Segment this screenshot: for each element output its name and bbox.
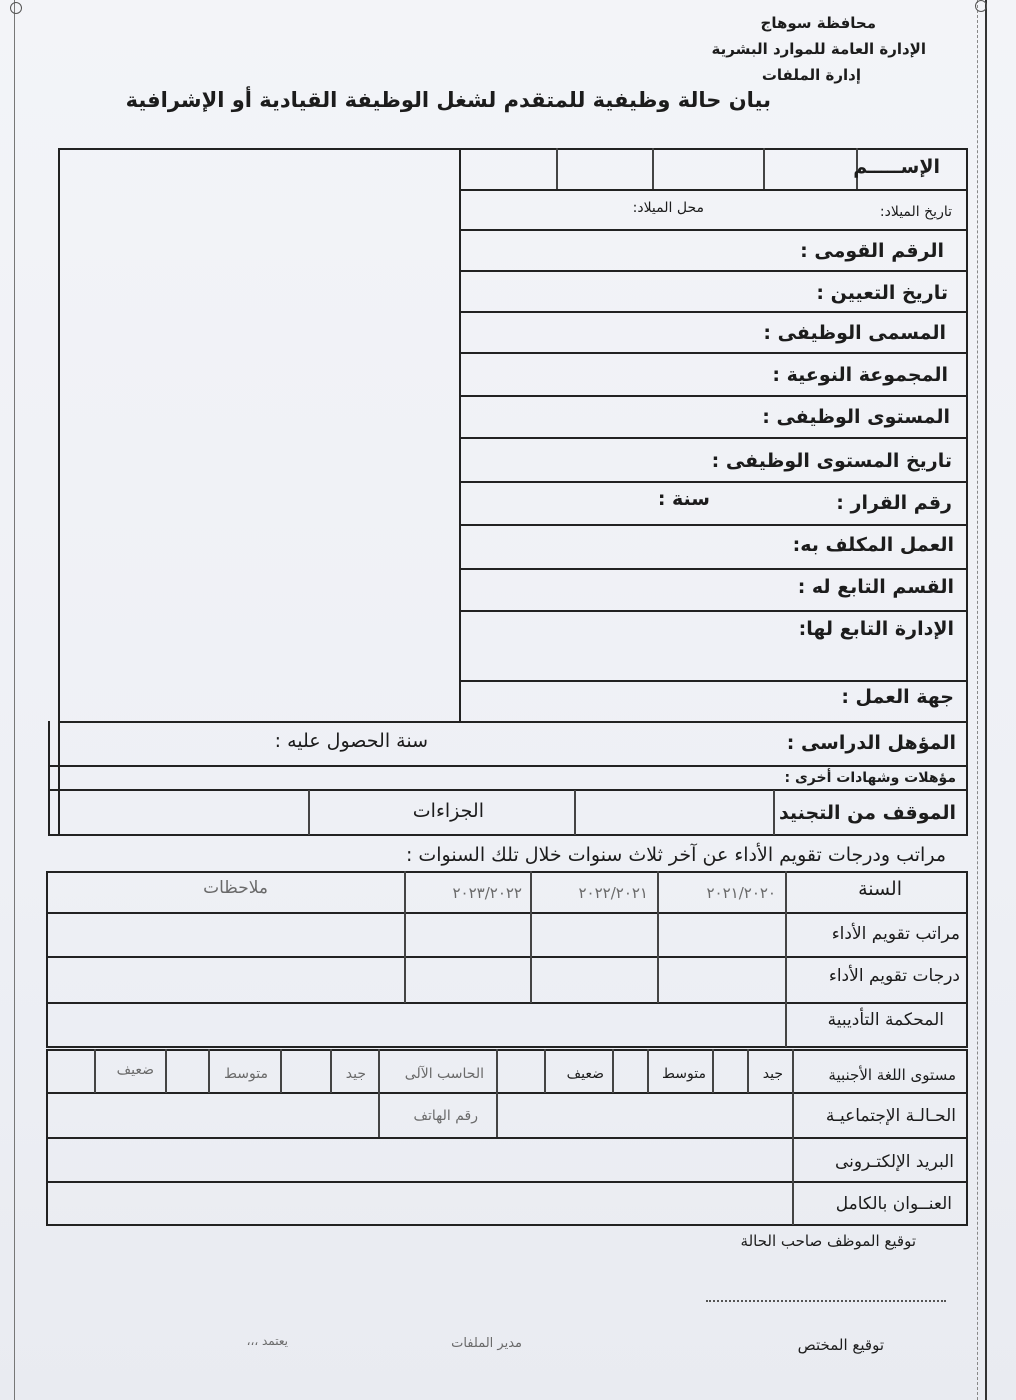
notes-col-header: ملاحظات <box>203 878 268 898</box>
email-label: البريد الإلكتـرونى <box>834 1152 954 1172</box>
employee-signature-label: توقيع الموظف صاحب الحالة <box>740 1232 916 1250</box>
decision-no-label: رقم القرار : <box>836 492 952 514</box>
year-col-header: السنة <box>858 878 902 900</box>
name-label: الإســـــم <box>853 156 940 178</box>
birth-date-label: تاريخ الميلاد: <box>879 204 952 220</box>
address-label: العنــوان بالكامل <box>835 1194 952 1214</box>
paper-edge <box>985 0 987 1400</box>
job-level-date-label: تاريخ المستوى الوظيفى : <box>711 450 952 472</box>
qualification-year-label: سنة الحصول عليه : <box>274 730 428 752</box>
rank-row-label: مراتب تقويم الأداء <box>831 924 960 944</box>
governorate-label: محافظة سوهاج <box>760 14 876 32</box>
year-col-3: ٢٠٢٣/٢٠٢٢ <box>452 884 522 902</box>
binder-hole <box>975 0 987 12</box>
signature-line <box>706 1300 946 1302</box>
files-manager-label: مدير الملفات <box>451 1336 522 1351</box>
lang-level-average: متوسط <box>662 1066 706 1082</box>
job-level-label: المستوى الوظيفى : <box>762 406 950 428</box>
computer-level-weak: ضعيف <box>116 1062 154 1078</box>
administration-label: الإدارة التابع لها: <box>798 618 954 640</box>
computer-level-good: جيد <box>345 1066 366 1082</box>
job-title-label: المسمى الوظيفى : <box>763 322 946 344</box>
other-certificates-label: مؤهلات وشهادات أخرى : <box>784 770 956 786</box>
year-col-2: ٢٠٢٢/٢٠٢١ <box>578 884 648 902</box>
department-label: الإدارة العامة للموارد البشرية <box>711 40 926 58</box>
national-id-label: الرقم القومى : <box>800 240 944 262</box>
qualitative-group-label: المجموعة النوعية : <box>772 364 948 386</box>
qualification-label: المؤهل الدراسى : <box>786 732 956 754</box>
court-row-label: المحكمة التأديبية <box>827 1010 944 1030</box>
assigned-work-label: العمل المكلف به: <box>792 534 954 556</box>
military-status-label: الموقف من التجنيد <box>778 802 956 824</box>
penalties-label: الجزاءات <box>412 800 484 822</box>
grade-row-label: درجات تقويم الأداء <box>828 966 960 986</box>
binder-hole <box>10 2 22 14</box>
decision-year-label: سنة : <box>657 488 710 510</box>
foreign-language-label: مستوى اللغة الأجنبية <box>828 1066 956 1084</box>
section-label: القسم التابع له : <box>797 576 954 598</box>
files-admin-label: إدارة الملفات <box>761 66 861 84</box>
paper-fold <box>977 0 978 1400</box>
birth-place-label: محل الميلاد: <box>632 200 704 216</box>
form-title: بيان حالة وظيفية للمتقدم لشغل الوظيفة القيادية أو الإشرافية <box>125 88 771 112</box>
marital-status-label: الحـالـة الإجتماعيـة <box>825 1106 956 1126</box>
paper-edge <box>14 0 15 1400</box>
lang-level-weak: ضعيف <box>566 1066 604 1082</box>
workplace-label: جهة العمل : <box>841 686 954 708</box>
computer-level-average: متوسط <box>224 1066 268 1082</box>
lang-level-good: جيد <box>762 1066 783 1082</box>
year-col-1: ٢٠٢١/٢٠٢٠ <box>706 884 776 902</box>
specialist-signature-label: توقيع المختص <box>797 1336 884 1354</box>
performance-heading: مراتب ودرجات تقويم الأداء عن آخر ثلاث سنوات خلال تلك السنوات : <box>405 844 946 866</box>
appointment-date-label: تاريخ التعيين : <box>816 282 948 304</box>
phone-label: رقم الهاتف <box>413 1108 478 1124</box>
computer-label: الحاسب الآلى <box>404 1066 484 1082</box>
approved-label: يعتمد ،،، <box>246 1334 288 1348</box>
